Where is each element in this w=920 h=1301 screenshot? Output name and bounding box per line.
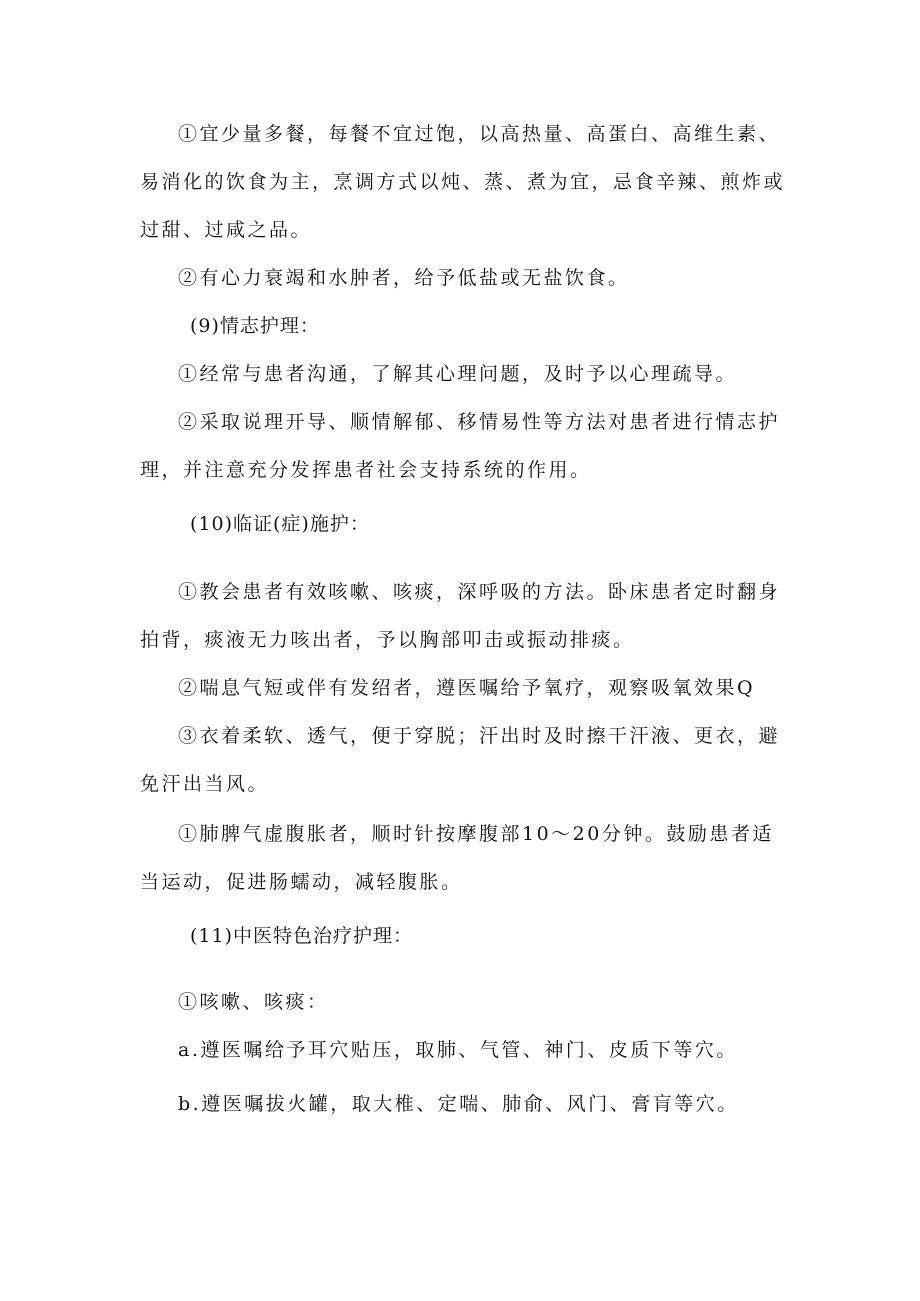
paragraph-diet-small-meals: ①宜少量多餐，每餐不宜过饱，以高热量、高蛋白、高维生素、易消化的饮食为主，烹调方式以炖、蒸、煮为宜，忌食辛辣、煎炸或过甜、过咸之品。 <box>140 123 786 241</box>
paragraph-oxygen-therapy: ②喘息气短或伴有发绍者，遵医嘱给予氧疗，观察吸氧效果Q <box>178 677 756 699</box>
paragraph-emotional-methods: ②采取说理开导、顺情解郁、移情易性等方法对患者进行情志护理，并注意充分发挥患者社会支持系统的作用。 <box>140 411 781 481</box>
paragraph-ear-acupoint: a.遵医嘱给予耳穴贴压，取肺、气管、神门、皮质下等穴。 <box>178 1039 738 1061</box>
heading-tcm-treatment: (11)中医特色治疗护理： <box>190 925 414 947</box>
paragraph-abdominal-massage: ①肺脾气虚腹胀者，顺时针按摩腹部10～20分钟。鼓励患者适当运动，促进肠蠕动，减轻腹胀。 <box>140 823 774 893</box>
paragraph-cupping: b.遵医嘱拔火罐，取大椎、定喘、肺俞、风门、膏肓等穴。 <box>178 1093 739 1115</box>
paragraph-low-salt-diet: ②有心力衰竭和水肿者，给予低盐或无盐饮食。 <box>178 267 630 289</box>
paragraph-clothing: ③衣着柔软、透气，便于穿脱；汗出时及时擦干汗液、更衣，避免汗出当风。 <box>140 725 781 795</box>
paragraph-cough-sputum: ①咳嗽、咳痰： <box>178 991 329 1013</box>
heading-symptom-care: (10)临证(症)施护： <box>190 513 370 535</box>
heading-emotional-care: (9)情志护理： <box>190 315 320 337</box>
paragraph-cough-technique: ①教会患者有效咳嗽、咳痰，深呼吸的方法。卧床患者定时翻身拍背，痰液无力咳出者，予以胸部叩击或振动排痰。 <box>140 581 781 651</box>
paragraph-communication: ①经常与患者沟通，了解其心理问题，及时予以心理疏导。 <box>178 363 738 385</box>
